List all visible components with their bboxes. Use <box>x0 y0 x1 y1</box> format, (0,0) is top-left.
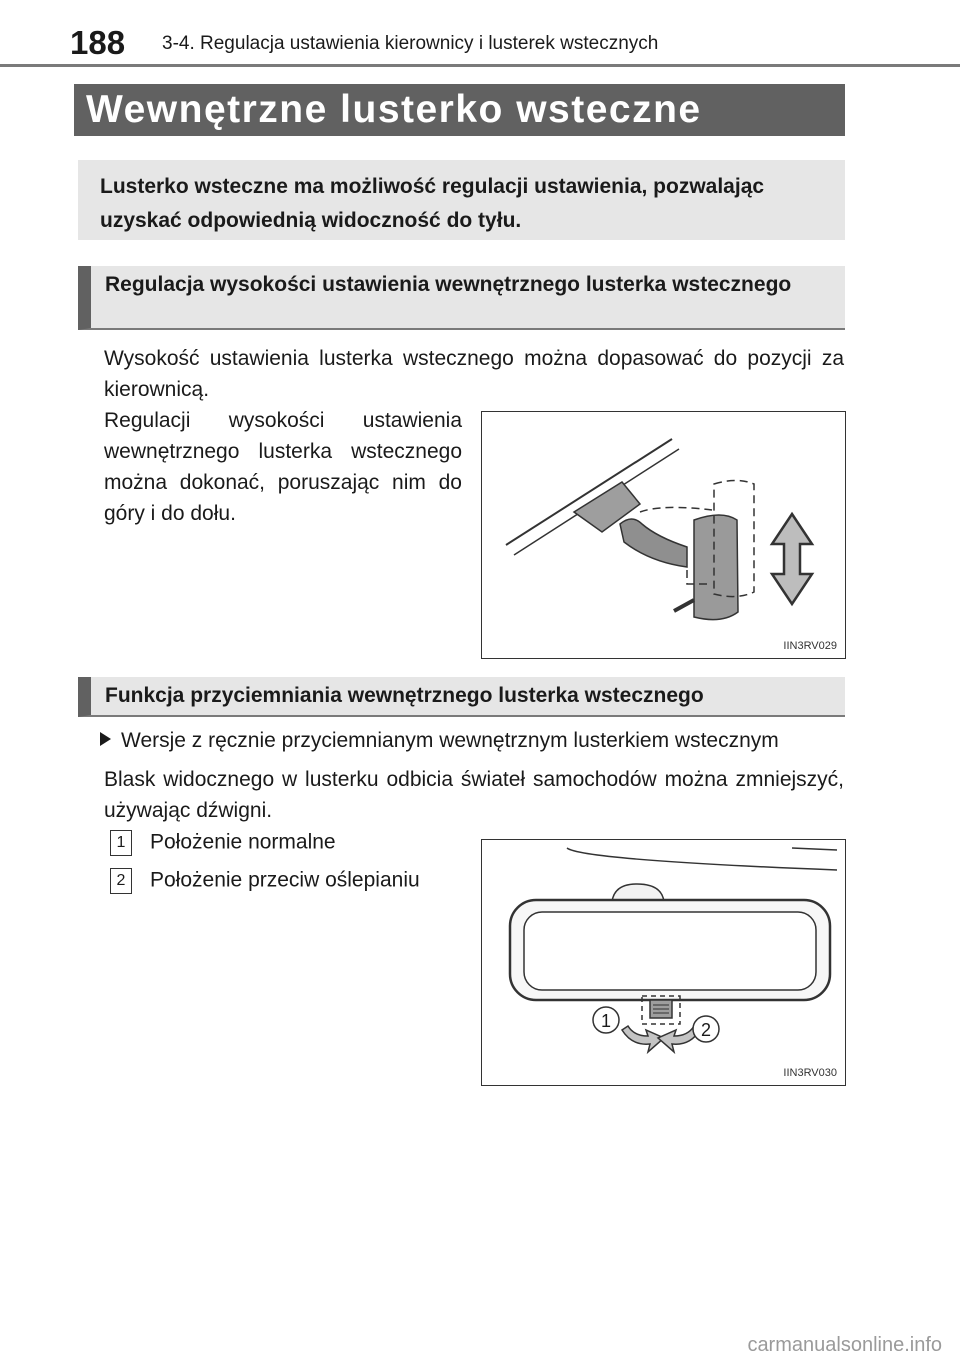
running-header: 3-4. Regulacja ustawienia kierownicy i lusterek wstecznych <box>162 33 659 54</box>
callout-1: 1 <box>600 1011 612 1031</box>
footer-watermark[interactable]: carmanualsonline.info <box>747 1334 942 1356</box>
section-heading-dimming: Funkcja przyciemniania wewnętrznego lusterka wstecznego <box>78 677 845 717</box>
figure-code: IIN3RV030 <box>783 1067 837 1079</box>
mirror-side-illustration <box>482 412 847 660</box>
figure-height-adjust <box>481 411 846 659</box>
legend-label-anti-glare: Położenie przeciw oślepianiu <box>150 868 420 892</box>
height-intro-paragraph: Wysokość ustawienia lusterka wstecznego można dopasować do pozycji za kierownicą. <box>104 347 844 401</box>
version-bullet-text: Wersje z ręcznie przyciemnianym wewnętrznym lusterkiem wstecznym <box>121 729 779 752</box>
dimming-paragraph: Blask widocznego w lusterku odbicia świateł samochodów można zmniejszyć, używając dźwigni. <box>104 768 844 822</box>
legend-number-2: 2 <box>110 868 132 894</box>
mirror-front-illustration <box>482 840 847 1087</box>
page-number: 188 <box>70 24 126 61</box>
figure-dimming-lever <box>481 839 846 1086</box>
figure-code: IIN3RV029 <box>783 640 837 652</box>
intro-box: Lusterko wsteczne ma możliwość regulacji ustawienia, pozwalając uzyskać odpowiednią widoczność do tyłu. <box>78 160 845 240</box>
bullet-triangle-icon <box>100 732 111 746</box>
version-bullet <box>100 729 845 753</box>
page-title: Wewnętrzne lusterko wsteczne <box>74 84 845 136</box>
legend-number-1: 1 <box>110 830 132 856</box>
header-rule <box>0 64 960 67</box>
legend-label-normal: Położenie normalne <box>150 830 336 854</box>
section-heading-height: Regulacja wysokości ustawienia wewnętrznego lusterka wstecznego <box>78 266 845 330</box>
legend-item-anti-glare <box>110 868 420 894</box>
legend-item-normal <box>110 830 336 856</box>
callout-2: 2 <box>700 1020 712 1040</box>
height-adjust-paragraph: Regulacji wysokości ustawienia wewnętrznego lusterka wstecznego można dokonać, poruszając nim do góry i do dołu. <box>104 409 462 525</box>
